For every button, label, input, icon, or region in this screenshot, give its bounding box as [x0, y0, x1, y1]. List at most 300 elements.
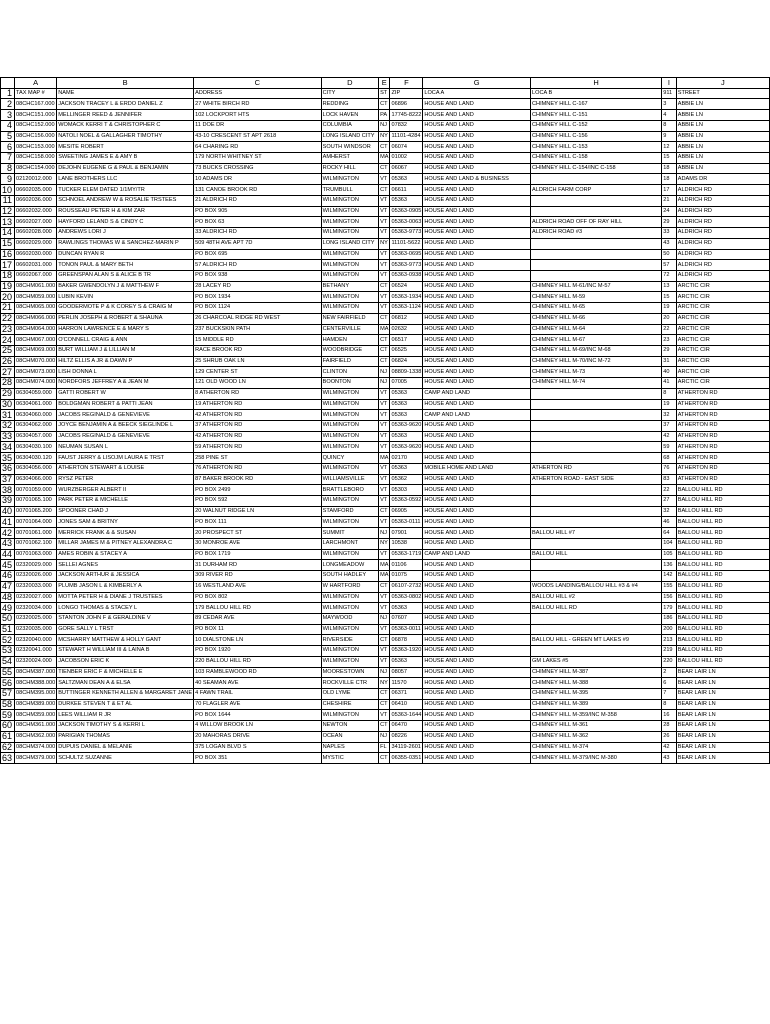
table-cell[interactable]: 21 [662, 195, 677, 206]
table-cell[interactable]: ARCTIC CIR [676, 335, 769, 346]
table-cell[interactable] [531, 646, 662, 657]
table-cell[interactable]: DEJOHN EUGENE G & PAUL & BENJAMIN [57, 163, 194, 174]
table-cell[interactable]: VT [379, 174, 390, 185]
table-cell[interactable]: 18 [662, 163, 677, 174]
table-cell[interactable]: CT [379, 581, 390, 592]
table-cell[interactable]: HOUSE AND LAND [423, 303, 531, 314]
table-cell[interactable]: MOTTA PETER H & DIANE J TRUSTEES [57, 592, 194, 603]
table-cell[interactable]: PARIGIAN THOMAS [57, 731, 194, 742]
table-cell[interactable]: GREENSPAN ALAN S & ALICE B TR [57, 270, 194, 281]
table-cell[interactable]: VT [379, 517, 390, 528]
table-cell[interactable]: 06812 [390, 313, 423, 324]
table-cell[interactable]: VT [379, 399, 390, 410]
table-cell[interactable]: ABBIE LN [676, 163, 769, 174]
table-cell[interactable]: MYSTIC [321, 753, 378, 764]
table-cell[interactable]: HOUSE AND LAND [423, 163, 531, 174]
table-cell[interactable]: ABBIE LN [676, 99, 769, 110]
table-cell[interactable]: 08CHC151.000 [15, 110, 57, 121]
table-cell[interactable]: ANDREWS LORI J [57, 228, 194, 239]
row-number-header[interactable]: 9 [1, 174, 15, 185]
table-cell[interactable]: 08CHM070.000 [15, 356, 57, 367]
table-cell[interactable]: 08CHC154.000 [15, 163, 57, 174]
table-cell[interactable]: 05363-0695 [390, 249, 423, 260]
table-cell[interactable]: 06107-2732 [390, 581, 423, 592]
table-cell[interactable]: 02320040.000 [15, 635, 57, 646]
table-cell[interactable]: 02120012.000 [15, 174, 57, 185]
table-cell[interactable]: PO BOX 2499 [194, 485, 322, 496]
table-cell[interactable] [531, 206, 662, 217]
table-cell[interactable]: 33 [662, 228, 677, 239]
row-number-header[interactable]: 37 [1, 474, 15, 485]
select-all-corner[interactable] [1, 78, 15, 89]
table-cell[interactable]: ALDRICH RD [676, 217, 769, 228]
table-cell[interactable]: CHIMNEY HILL M-395 [531, 688, 662, 699]
table-cell[interactable]: 46 [662, 517, 677, 528]
table-cell[interactable]: PO BOX 1719 [194, 549, 322, 560]
table-cell[interactable]: SALTZMAN DEAN A & ELSA [57, 678, 194, 689]
table-cell[interactable]: NY [379, 538, 390, 549]
table-cell[interactable]: SOUTH HADLEY [321, 571, 378, 582]
table-cell[interactable]: BALLOU HILL RD [676, 506, 769, 517]
table-cell[interactable]: WILMINGTON [321, 592, 378, 603]
table-cell[interactable]: HOUSE AND LAND [423, 742, 531, 753]
table-cell[interactable] [531, 571, 662, 582]
column-header[interactable]: A [15, 78, 57, 89]
table-cell[interactable]: RYSZ PETER [57, 474, 194, 485]
column-header[interactable]: C [194, 78, 322, 89]
table-cell[interactable]: 121 OLD WOOD LN [194, 378, 322, 389]
table-cell[interactable]: 05363-9773 [390, 260, 423, 271]
table-cell[interactable]: CHIMNEY HILL M-70/INC M-72 [531, 356, 662, 367]
table-cell[interactable]: 4 WILLOW BROOK LN [194, 721, 322, 732]
table-cell[interactable]: 10 DIALSTONE LN [194, 635, 322, 646]
table-cell[interactable]: BEAR LAIR LN [676, 753, 769, 764]
table-cell[interactable]: CHIMNEY HILL C-153 [531, 142, 662, 153]
table-cell[interactable]: LOCA B [531, 88, 662, 99]
table-cell[interactable] [531, 431, 662, 442]
table-cell[interactable]: 22 [662, 485, 677, 496]
table-cell[interactable]: 06355-0351 [390, 753, 423, 764]
table-cell[interactable]: HAYFORD LELAND S & CINDY C [57, 217, 194, 228]
table-cell[interactable]: 59 [662, 442, 677, 453]
table-cell[interactable]: 64 [662, 528, 677, 539]
table-cell[interactable]: 08CHM359.000 [15, 710, 57, 721]
table-cell[interactable]: HOUSE AND LAND [423, 217, 531, 228]
table-cell[interactable]: ALDRICH RD [676, 185, 769, 196]
table-cell[interactable]: JACOBSON ERIC K [57, 656, 194, 667]
row-number-header[interactable]: 45 [1, 560, 15, 571]
table-cell[interactable]: WILMINGTON [321, 249, 378, 260]
table-cell[interactable]: WILMINGTON [321, 624, 378, 635]
table-cell[interactable]: GOODERMOTE P & K COREY S & CRAIG M [57, 303, 194, 314]
table-cell[interactable]: 105 [662, 549, 677, 560]
table-cell[interactable]: STAMFORD [321, 506, 378, 517]
row-number-header[interactable]: 19 [1, 281, 15, 292]
table-cell[interactable]: VT [379, 485, 390, 496]
row-number-header[interactable]: 31 [1, 410, 15, 421]
column-header[interactable]: G [423, 78, 531, 89]
table-cell[interactable]: NJ [379, 613, 390, 624]
table-cell[interactable]: HAMDEN [321, 335, 378, 346]
table-cell[interactable]: MAYWOOD [321, 613, 378, 624]
row-number-header[interactable]: 3 [1, 110, 15, 121]
table-cell[interactable]: DUPUIS DANIEL & MELANIE [57, 742, 194, 753]
table-cell[interactable]: 06304062.000 [15, 421, 57, 432]
table-cell[interactable]: 06067 [390, 163, 423, 174]
table-cell[interactable] [531, 517, 662, 528]
row-number-header[interactable]: 29 [1, 388, 15, 399]
table-cell[interactable]: 06602027.000 [15, 217, 57, 228]
row-number-header[interactable]: 38 [1, 485, 15, 496]
table-cell[interactable]: 06611 [390, 185, 423, 196]
table-cell[interactable]: NJ [379, 378, 390, 389]
table-cell[interactable]: 11 DOE DR [194, 120, 322, 131]
table-cell[interactable]: 08226 [390, 731, 423, 742]
table-cell[interactable]: 05363 [390, 388, 423, 399]
table-cell[interactable]: 25 SHRUB OAK LN [194, 356, 322, 367]
table-cell[interactable]: 05363-1934 [390, 292, 423, 303]
table-cell[interactable]: CT [379, 99, 390, 110]
table-cell[interactable]: JACKSON TIMOTHY S & KERRI L [57, 721, 194, 732]
table-cell[interactable]: CT [379, 142, 390, 153]
table-cell[interactable]: 19 [662, 399, 677, 410]
table-cell[interactable]: 237 BUCKSKIN PATH [194, 324, 322, 335]
table-cell[interactable]: BEAR LAIR LN [676, 699, 769, 710]
table-cell[interactable]: 509 48TH AVE APT 7D [194, 238, 322, 249]
table-cell[interactable]: BAKER GWENDOLYN J & MATTHEW F [57, 281, 194, 292]
table-cell[interactable]: NJ [379, 367, 390, 378]
table-cell[interactable]: BALLOU HILL RD [676, 624, 769, 635]
table-cell[interactable]: CHIMNEY HILL M-387 [531, 667, 662, 678]
table-cell[interactable]: PO BOX 351 [194, 753, 322, 764]
table-cell[interactable]: 08CHC152.000 [15, 120, 57, 131]
table-cell[interactable]: HOUSE AND LAND [423, 646, 531, 657]
table-cell[interactable]: BALLOU HILL RD [676, 592, 769, 603]
table-cell[interactable]: ATHERTON STEWART & LOUISE [57, 463, 194, 474]
table-cell[interactable]: TRUMBULL [321, 185, 378, 196]
table-cell[interactable]: ATHERTON RD [676, 410, 769, 421]
table-cell[interactable]: 02632 [390, 324, 423, 335]
table-cell[interactable]: MELLINGER REED & JENNIFER [57, 110, 194, 121]
table-cell[interactable]: 20 PROSPECT ST [194, 528, 322, 539]
table-cell[interactable]: 131 CANOE BROOK RD [194, 185, 322, 196]
table-cell[interactable]: BEAR LAIR LN [676, 688, 769, 699]
table-cell[interactable]: 06602031.000 [15, 260, 57, 271]
table-cell[interactable]: GM LAKES #5 [531, 656, 662, 667]
table-cell[interactable]: JACOBS REGINALD & GENEVIEVE [57, 410, 194, 421]
table-cell[interactable]: HOUSE AND LAND [423, 281, 531, 292]
table-cell[interactable]: CHIMNEY HILL M-73 [531, 367, 662, 378]
table-cell[interactable]: LONGMEADOW [321, 560, 378, 571]
table-cell[interactable]: 7 [662, 688, 677, 699]
table-cell[interactable]: 05363-9773 [390, 228, 423, 239]
table-cell[interactable]: WILMINGTON [321, 292, 378, 303]
table-cell[interactable]: ADDRESS [194, 88, 322, 99]
table-cell[interactable]: PO BOX 1920 [194, 646, 322, 657]
table-cell[interactable]: HOUSE AND LAND [423, 688, 531, 699]
table-cell[interactable]: WILMINGTON [321, 442, 378, 453]
table-cell[interactable]: 00701064.000 [15, 517, 57, 528]
table-cell[interactable]: 06525 [390, 345, 423, 356]
table-cell[interactable]: 08CHM074.000 [15, 378, 57, 389]
table-cell[interactable]: MILLAR JAMES M & PITNEY ALEXANDRA C [57, 538, 194, 549]
table-cell[interactable]: CHIMNEY HILL M-67 [531, 335, 662, 346]
table-cell[interactable]: AMES ROBIN & STACEY A [57, 549, 194, 560]
table-cell[interactable]: BALLOU HILL RD [676, 485, 769, 496]
table-cell[interactable]: HOUSE AND LAND [423, 528, 531, 539]
table-cell[interactable]: VT [379, 421, 390, 432]
row-number-header[interactable]: 20 [1, 292, 15, 303]
table-cell[interactable]: 8 [662, 699, 677, 710]
table-cell[interactable]: CT [379, 313, 390, 324]
table-cell[interactable]: MOORESTOWN [321, 667, 378, 678]
table-cell[interactable]: WILMINGTON [321, 388, 378, 399]
table-cell[interactable]: BUTTINGER KENNETH ALLEN & MARGARET JANE [57, 688, 194, 699]
table-cell[interactable]: BEAR LAIR LN [676, 678, 769, 689]
row-number-header[interactable]: 15 [1, 238, 15, 249]
table-cell[interactable]: CT [379, 345, 390, 356]
table-cell[interactable]: NJ [379, 120, 390, 131]
row-number-header[interactable]: 62 [1, 742, 15, 753]
table-cell[interactable]: 08CHM361.000 [15, 721, 57, 732]
table-cell[interactable]: 06304056.000 [15, 463, 57, 474]
table-cell[interactable]: LEES WILLIAM R JR [57, 710, 194, 721]
table-cell[interactable]: 02320041.000 [15, 646, 57, 657]
table-cell[interactable]: HOUSE AND LAND [423, 367, 531, 378]
table-cell[interactable]: 08809-1338 [390, 367, 423, 378]
row-number-header[interactable]: 5 [1, 131, 15, 142]
table-cell[interactable]: 05363 [390, 410, 423, 421]
row-number-header[interactable]: 23 [1, 324, 15, 335]
table-cell[interactable]: 02170 [390, 453, 423, 464]
table-cell[interactable] [531, 421, 662, 432]
table-cell[interactable]: 08CHC153.000 [15, 142, 57, 153]
table-cell[interactable]: ABBIE LN [676, 120, 769, 131]
table-cell[interactable]: ALDRICH RD [676, 228, 769, 239]
table-cell[interactable]: CHIMNEY HILL C-151 [531, 110, 662, 121]
table-cell[interactable]: 02320025.000 [15, 613, 57, 624]
table-cell[interactable]: 02320024.000 [15, 656, 57, 667]
table-cell[interactable]: HOUSE AND LAND [423, 185, 531, 196]
table-cell[interactable]: RAWLINGS THOMAS W & SANCHEZ-MARIN P [57, 238, 194, 249]
table-cell[interactable]: 05363-1719 [390, 549, 423, 560]
table-cell[interactable]: ATHERTON RD [676, 442, 769, 453]
table-cell[interactable]: PA [379, 110, 390, 121]
table-cell[interactable]: 08CHM387.000 [15, 667, 57, 678]
table-cell[interactable]: HOUSE AND LAND [423, 678, 531, 689]
table-cell[interactable]: SELLEI AGNES [57, 560, 194, 571]
table-cell[interactable]: BALLOU HILL RD [676, 517, 769, 528]
row-number-header[interactable]: 6 [1, 142, 15, 153]
table-cell[interactable]: ALDRICH RD [676, 249, 769, 260]
row-number-header[interactable]: 33 [1, 431, 15, 442]
row-number-header[interactable]: 51 [1, 624, 15, 635]
table-cell[interactable] [531, 195, 662, 206]
table-cell[interactable]: NJ [379, 528, 390, 539]
table-cell[interactable]: LONG ISLAND CITY [321, 238, 378, 249]
table-cell[interactable]: HOUSE AND LAND [423, 120, 531, 131]
table-cell[interactable]: 20 [662, 313, 677, 324]
table-cell[interactable]: 72 [662, 270, 677, 281]
table-cell[interactable]: 08CHM069.000 [15, 345, 57, 356]
table-cell[interactable]: HOUSE AND LAND [423, 292, 531, 303]
table-cell[interactable]: 219 [662, 646, 677, 657]
table-cell[interactable]: 06524 [390, 281, 423, 292]
table-cell[interactable]: 08CHC158.000 [15, 153, 57, 164]
table-cell[interactable]: 19 [662, 303, 677, 314]
row-number-header[interactable]: 11 [1, 195, 15, 206]
table-cell[interactable]: 06602067.000 [15, 270, 57, 281]
table-cell[interactable]: 28 LACEY RD [194, 281, 322, 292]
row-number-header[interactable]: 60 [1, 721, 15, 732]
table-cell[interactable]: HOUSE AND LAND [423, 345, 531, 356]
table-cell[interactable]: DURKEE STEVEN T & ET AL [57, 699, 194, 710]
table-cell[interactable]: BEAR LAIR LN [676, 731, 769, 742]
table-cell[interactable]: ALDRICH RD [676, 206, 769, 217]
table-cell[interactable]: HOUSE AND LAND [423, 206, 531, 217]
table-cell[interactable]: BALLOU HILL RD [531, 603, 662, 614]
row-number-header[interactable]: 1 [1, 88, 15, 99]
row-number-header[interactable]: 13 [1, 217, 15, 228]
table-cell[interactable]: LARCHMONT [321, 538, 378, 549]
table-cell[interactable]: VT [379, 710, 390, 721]
table-cell[interactable]: ARCTIC CIR [676, 356, 769, 367]
table-cell[interactable]: HOUSE AND LAND & BUSINESS [423, 174, 531, 185]
table-cell[interactable]: REDDING [321, 99, 378, 110]
table-cell[interactable]: WILMINGTON [321, 174, 378, 185]
table-cell[interactable]: CHIMNEY HILL M-69/INC M-68 [531, 345, 662, 356]
table-cell[interactable]: WILMINGTON [321, 195, 378, 206]
row-number-header[interactable]: 54 [1, 656, 15, 667]
table-cell[interactable]: HOUSE AND LAND [423, 592, 531, 603]
table-cell[interactable]: VT [379, 624, 390, 635]
table-cell[interactable]: GORE SALLY L TRST [57, 624, 194, 635]
row-number-header[interactable]: 40 [1, 506, 15, 517]
table-cell[interactable]: ADAMS DR [676, 174, 769, 185]
table-cell[interactable]: NEW FAIRFIELD [321, 313, 378, 324]
table-cell[interactable]: ATHERTON RD [676, 399, 769, 410]
table-cell[interactable]: 31 DURHAM RD [194, 560, 322, 571]
table-cell[interactable]: VT [379, 228, 390, 239]
table-cell[interactable]: JONES SAM & BRITNY [57, 517, 194, 528]
table-cell[interactable]: NATOLI NOEL & GALLAGHER TIMOTHY [57, 131, 194, 142]
table-cell[interactable]: WOODS LANDING/BALLOU HILL #3 & #4 [531, 581, 662, 592]
table-cell[interactable]: CENTERVILLE [321, 324, 378, 335]
table-cell[interactable]: 21 ALDRICH RD [194, 195, 322, 206]
table-cell[interactable]: PO BOX 1934 [194, 292, 322, 303]
table-cell[interactable]: 06410 [390, 699, 423, 710]
table-cell[interactable]: 4 [662, 110, 677, 121]
table-cell[interactable]: 87 BAKER BROOK RD [194, 474, 322, 485]
table-cell[interactable]: WILMINGTON [321, 399, 378, 410]
row-number-header[interactable]: 18 [1, 270, 15, 281]
table-cell[interactable]: WILMINGTON [321, 270, 378, 281]
table-cell[interactable]: CT [379, 753, 390, 764]
table-cell[interactable]: 57 [662, 260, 677, 271]
table-cell[interactable]: PO BOX 802 [194, 592, 322, 603]
table-cell[interactable]: 08CHM379.000 [15, 753, 57, 764]
row-number-header[interactable]: 59 [1, 710, 15, 721]
table-cell[interactable]: ROCKY HILL [321, 163, 378, 174]
column-header[interactable]: H [531, 78, 662, 89]
table-cell[interactable]: 213 [662, 635, 677, 646]
table-cell[interactable]: 08CHM066.000 [15, 313, 57, 324]
table-cell[interactable]: 06824 [390, 356, 423, 367]
table-cell[interactable]: HOUSE AND LAND [423, 624, 531, 635]
table-cell[interactable]: 06304060.000 [15, 410, 57, 421]
table-cell[interactable]: 2 [662, 667, 677, 678]
table-cell[interactable]: HOUSE AND LAND [423, 571, 531, 582]
table-cell[interactable]: NEUMAN SUSAN L [57, 442, 194, 453]
table-cell[interactable]: CAMP AND LAND [423, 410, 531, 421]
table-cell[interactable]: 13 [662, 281, 677, 292]
table-cell[interactable]: 05363 [390, 463, 423, 474]
row-number-header[interactable]: 16 [1, 249, 15, 260]
table-cell[interactable]: LOCK HAVEN [321, 110, 378, 121]
table-cell[interactable]: HOUSE AND LAND [423, 356, 531, 367]
table-cell[interactable]: HOUSE AND LAND [423, 110, 531, 121]
row-number-header[interactable]: 47 [1, 581, 15, 592]
table-cell[interactable]: 911 [662, 88, 677, 99]
table-cell[interactable]: PO BOX 938 [194, 270, 322, 281]
table-cell[interactable]: JACOBS REGINALD & GENEVIEVE [57, 431, 194, 442]
table-cell[interactable]: HOUSE AND LAND [423, 517, 531, 528]
table-cell[interactable] [531, 496, 662, 507]
table-cell[interactable]: JOYCE BENJAMIN A & BEECK SIEGLINDE L [57, 421, 194, 432]
table-cell[interactable]: 00701062.100 [15, 538, 57, 549]
table-cell[interactable]: WILMINGTON [321, 710, 378, 721]
table-cell[interactable]: MOBILE HOME AND LAND [423, 463, 531, 474]
table-cell[interactable]: WILMINGTON [321, 496, 378, 507]
table-cell[interactable]: CAMP AND LAND [423, 388, 531, 399]
table-cell[interactable]: 01075 [390, 571, 423, 582]
table-cell[interactable]: ATHERTON RD [676, 453, 769, 464]
table-cell[interactable]: ABBIE LN [676, 153, 769, 164]
table-cell[interactable]: WILMINGTON [321, 217, 378, 228]
table-cell[interactable]: 41 [662, 378, 677, 389]
table-cell[interactable]: CT [379, 163, 390, 174]
table-cell[interactable]: OCEAN [321, 731, 378, 742]
table-cell[interactable]: BALLOU HILL RD [676, 635, 769, 646]
row-number-header[interactable]: 42 [1, 528, 15, 539]
table-cell[interactable]: CHESHIRE [321, 699, 378, 710]
table-cell[interactable]: VT [379, 292, 390, 303]
table-cell[interactable]: 00701061.000 [15, 528, 57, 539]
table-cell[interactable]: 02320034.000 [15, 603, 57, 614]
table-cell[interactable]: CT [379, 721, 390, 732]
table-cell[interactable]: 26 [662, 731, 677, 742]
table-cell[interactable]: 42 ATHERTON RD [194, 431, 322, 442]
table-cell[interactable]: 102 LOCKPORT HTS [194, 110, 322, 121]
table-cell[interactable]: RIVERSIDE [321, 635, 378, 646]
table-cell[interactable]: 05363 [390, 603, 423, 614]
table-cell[interactable]: 07005 [390, 378, 423, 389]
table-cell[interactable]: AMHERST [321, 153, 378, 164]
table-cell[interactable]: VT [379, 217, 390, 228]
table-cell[interactable]: CHIMNEY HILL M-59 [531, 292, 662, 303]
table-cell[interactable]: 08057 [390, 667, 423, 678]
table-cell[interactable]: 103 RAMBLEWOOD RD [194, 667, 322, 678]
table-cell[interactable]: 06517 [390, 335, 423, 346]
table-cell[interactable]: NY [379, 678, 390, 689]
table-cell[interactable]: HOUSE AND LAND [423, 538, 531, 549]
row-number-header[interactable]: 28 [1, 378, 15, 389]
table-cell[interactable]: ATHERTON ROAD - EAST SIDE [531, 474, 662, 485]
table-cell[interactable]: VT [379, 206, 390, 217]
table-cell[interactable]: WILMINGTON [321, 549, 378, 560]
table-cell[interactable]: HOUSE AND LAND [423, 228, 531, 239]
table-cell[interactable]: 40 [662, 367, 677, 378]
